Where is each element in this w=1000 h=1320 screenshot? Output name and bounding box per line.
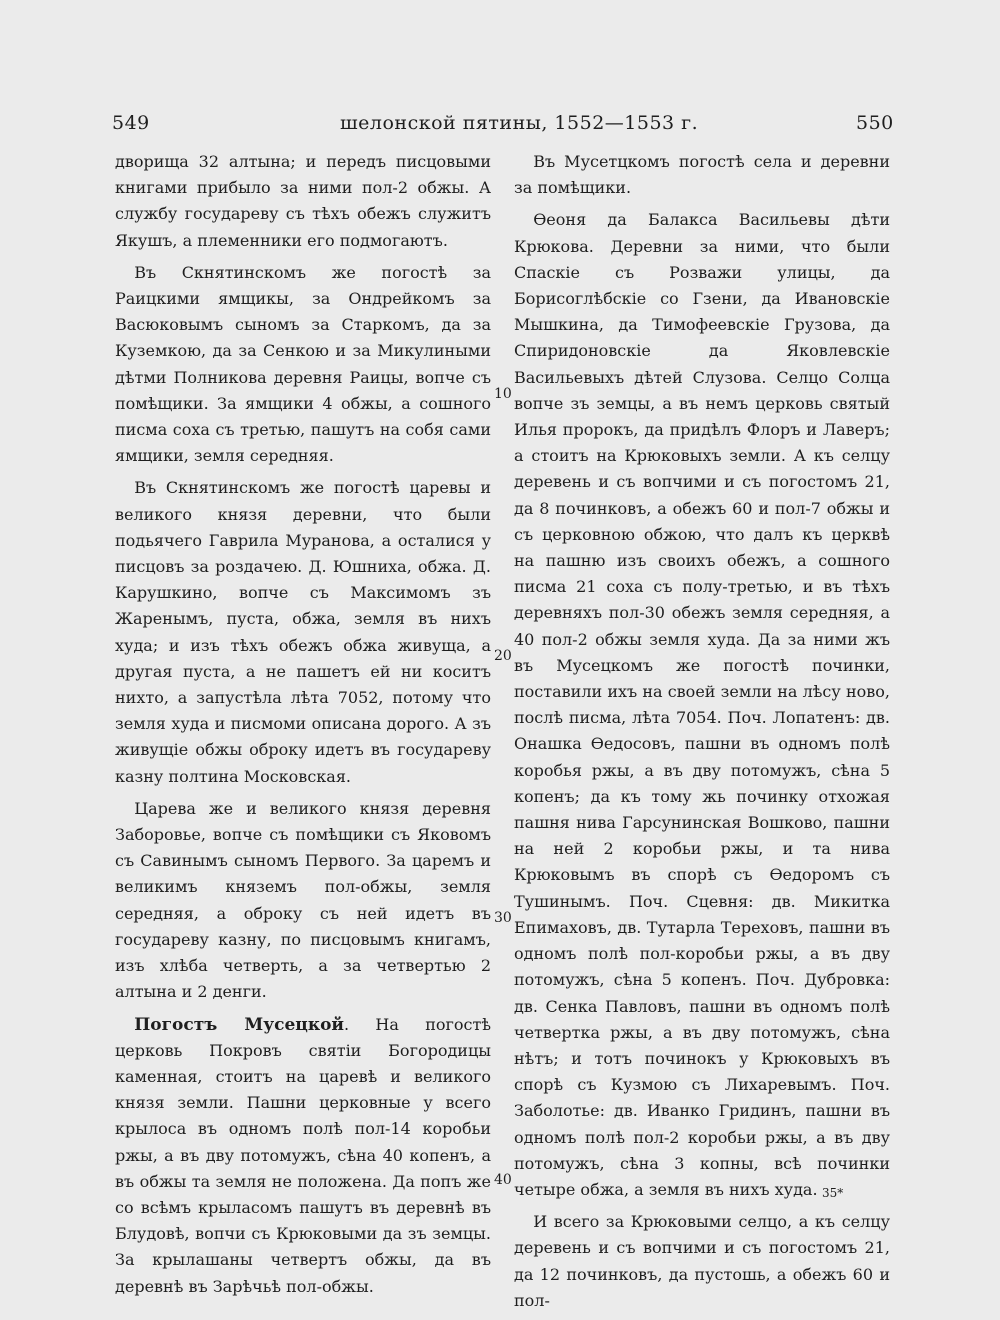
line-number: 40 [494,1172,512,1188]
line-number: 20 [494,648,512,664]
signature-mark: 35* [822,1186,844,1200]
right-column [514,149,890,1320]
paragraph: И всего за Крюковыми селцо, а къ селцу деревень и съ вопчими и съ погостомъ 21, да 12 починковъ, да пустошь, а обежъ 60 и пол- [514,1212,890,1310]
line-number: 10 [494,386,512,402]
paragraph: дворища 32 алтына; и передъ писцовыми книгами прибыло за ними пол-2 обжы. А службу государеву съ тѣхъ обежъ служитъ Якушъ, а племенники его подмогаютъ. [115,152,491,250]
paragraph: Въ Мусетцкомъ погостѣ села и деревни за помѣщики. [514,152,890,198]
paragraph: Царева же и великого князя деревня Заборовье, вопче съ помѣщики съ Яковомъ съ Савинымъ сыномъ Первого. За царемъ и великимъ княземъ пол-обжы, земля середняя, а оброку съ ней идетъ въ государеву казну, по писцовымъ книгамъ, изъ хлѣба четверть, а за четвертью 2 алтына и 2 денги. [115,798,491,1002]
paragraph [115,1012,491,1300]
left-page-number: 549 [112,112,150,134]
left-column [115,149,491,1306]
paragraph: Ѳеоня да Балакса Васильевы дѣти Крюкова. Деревни за ними, что были Спаскіе съ Розважи улицы, да Борисоглѣбскіе со Гзени, да Ивановскіе Мышкина, да Тимофеевскіе Грузова, да Спиридоновскіе да Яковлевскіе Васильевыхъ дѣтей Слузова. Селцо Солца вопче зъ земцы, а въ немъ церковь святый Илья пророкъ, да придѣлъ Флоръ и Лаверъ; а стоитъ на Крюковыхъ земли. А къ селцу деревень и съ вопчими и съ погостомъ 21, да 8 починковъ, а обежъ 60 и пол-7 обжы и съ церковною обжою, что далъ къ церквѣ на пашню изъ своихъ обежъ, а сошного писма 21 соха съ полу-третью, и въ тѣхъ деревняхъ пол-30 обежъ земля середняя, а 40 пол-2 обжы земля худа. Да за ними жъ въ Мусецкомъ же погостѣ починки, поставили ихъ на своей земли на лѣсу ново, послѣ писма, лѣта 7054. Поч. Лопатенъ: дв. Онашка Ѳедосовъ, пашни въ одномъ полѣ коробья ржы, а въ дву потомужъ, сѣна 5 копенъ; да къ тому жь починку отхожая пашня нива Гарсунинская Вошково, пашни на ней 2 коробьи ржы, и та нива Крюковымъ въ спорѣ съ Ѳедоромъ съ Тушинымъ. Поч. Сцевня: дв. Микитка Епимаховъ, дв. Тутарла Тереховъ, пашни въ одномъ полѣ пол-коробьи ржы, а въ дву потомужъ, сѣна 5 копенъ. Поч. Дубровка: дв. Сенка Павловъ, пашни въ одномъ полѣ четвертка ржы, а въ дву потомужъ, сѣна нѣтъ; и тотъ починокъ у Крюковыхъ въ спорѣ съ Кузмою съ Лихаревымъ. Поч. Заболотье: дв. Иванко Гридинъ, пашни въ одномъ полѣ пол-2 коробьи ржы, а въ дву потомужъ, сѣна 3 копны, всѣ починки четыре обжа, а земля въ нихъ худа. [514,210,890,1199]
paragraph: Въ Скнятинскомъ же погостѣ за Раицкими ямщикы, за Ондрейкомъ за Васюковымъ сыномъ за Старкомъ, да за Куземкою, да за Сенкою и за Микулиными дѣтми Полникова деревня Раицы, вопче съ помѣщики. За ямщики 4 обжы, а сошного писма соха съ третью, пашутъ на собя сами ямщики, земля середняя. [115,262,491,466]
right-page-number: 550 [856,112,894,134]
running-title: шелонской пятины, 1552—1553 г. [340,112,699,134]
paragraph: Въ Скнятинскомъ же погостѣ царевы и великого князя деревни, что были подьячего Гаврила Муранова, а осталися у писцовъ за роздачею. Д. Юшниха, обжа. Д. Карушкино, вопче съ Максимомъ зъ Жаренымъ, пуста, обжа, земля въ нихъ худа; и изъ тѣхъ обежъ обжа живуща, а другая пуста, а не пашетъ ей ни коситъ нихто, а запустѣла лѣта 7052, потому что земля худа и писмоми описана дорого. А зъ живущіе обжы оброку идетъ въ государеву казну полтина Московская. [115,478,491,786]
line-number: 30 [494,910,512,926]
paragraph-text: . На погостѣ церковь Покровъ святіи Богородицы каменная, стоитъ на царевѣ и великого князя земли. Пашни церковные у всего крылоса въ одномъ полѣ пол-14 коробьи ржы, а въ дву потомужъ, сѣна 40 копенъ, а въ обжы та земля не положена. Да попъ же со всѣмъ крыласомъ пашутъ въ деревнѣ въ Блудовѣ, вопчи съ Крюковыми да зъ земцы. За крылашаны четвертъ обжы, да въ деревнѣ въ Зарѣчьѣ пол-обжы. [115,1014,491,1296]
section-heading: Погостъ Мусецкой [134,1014,345,1035]
